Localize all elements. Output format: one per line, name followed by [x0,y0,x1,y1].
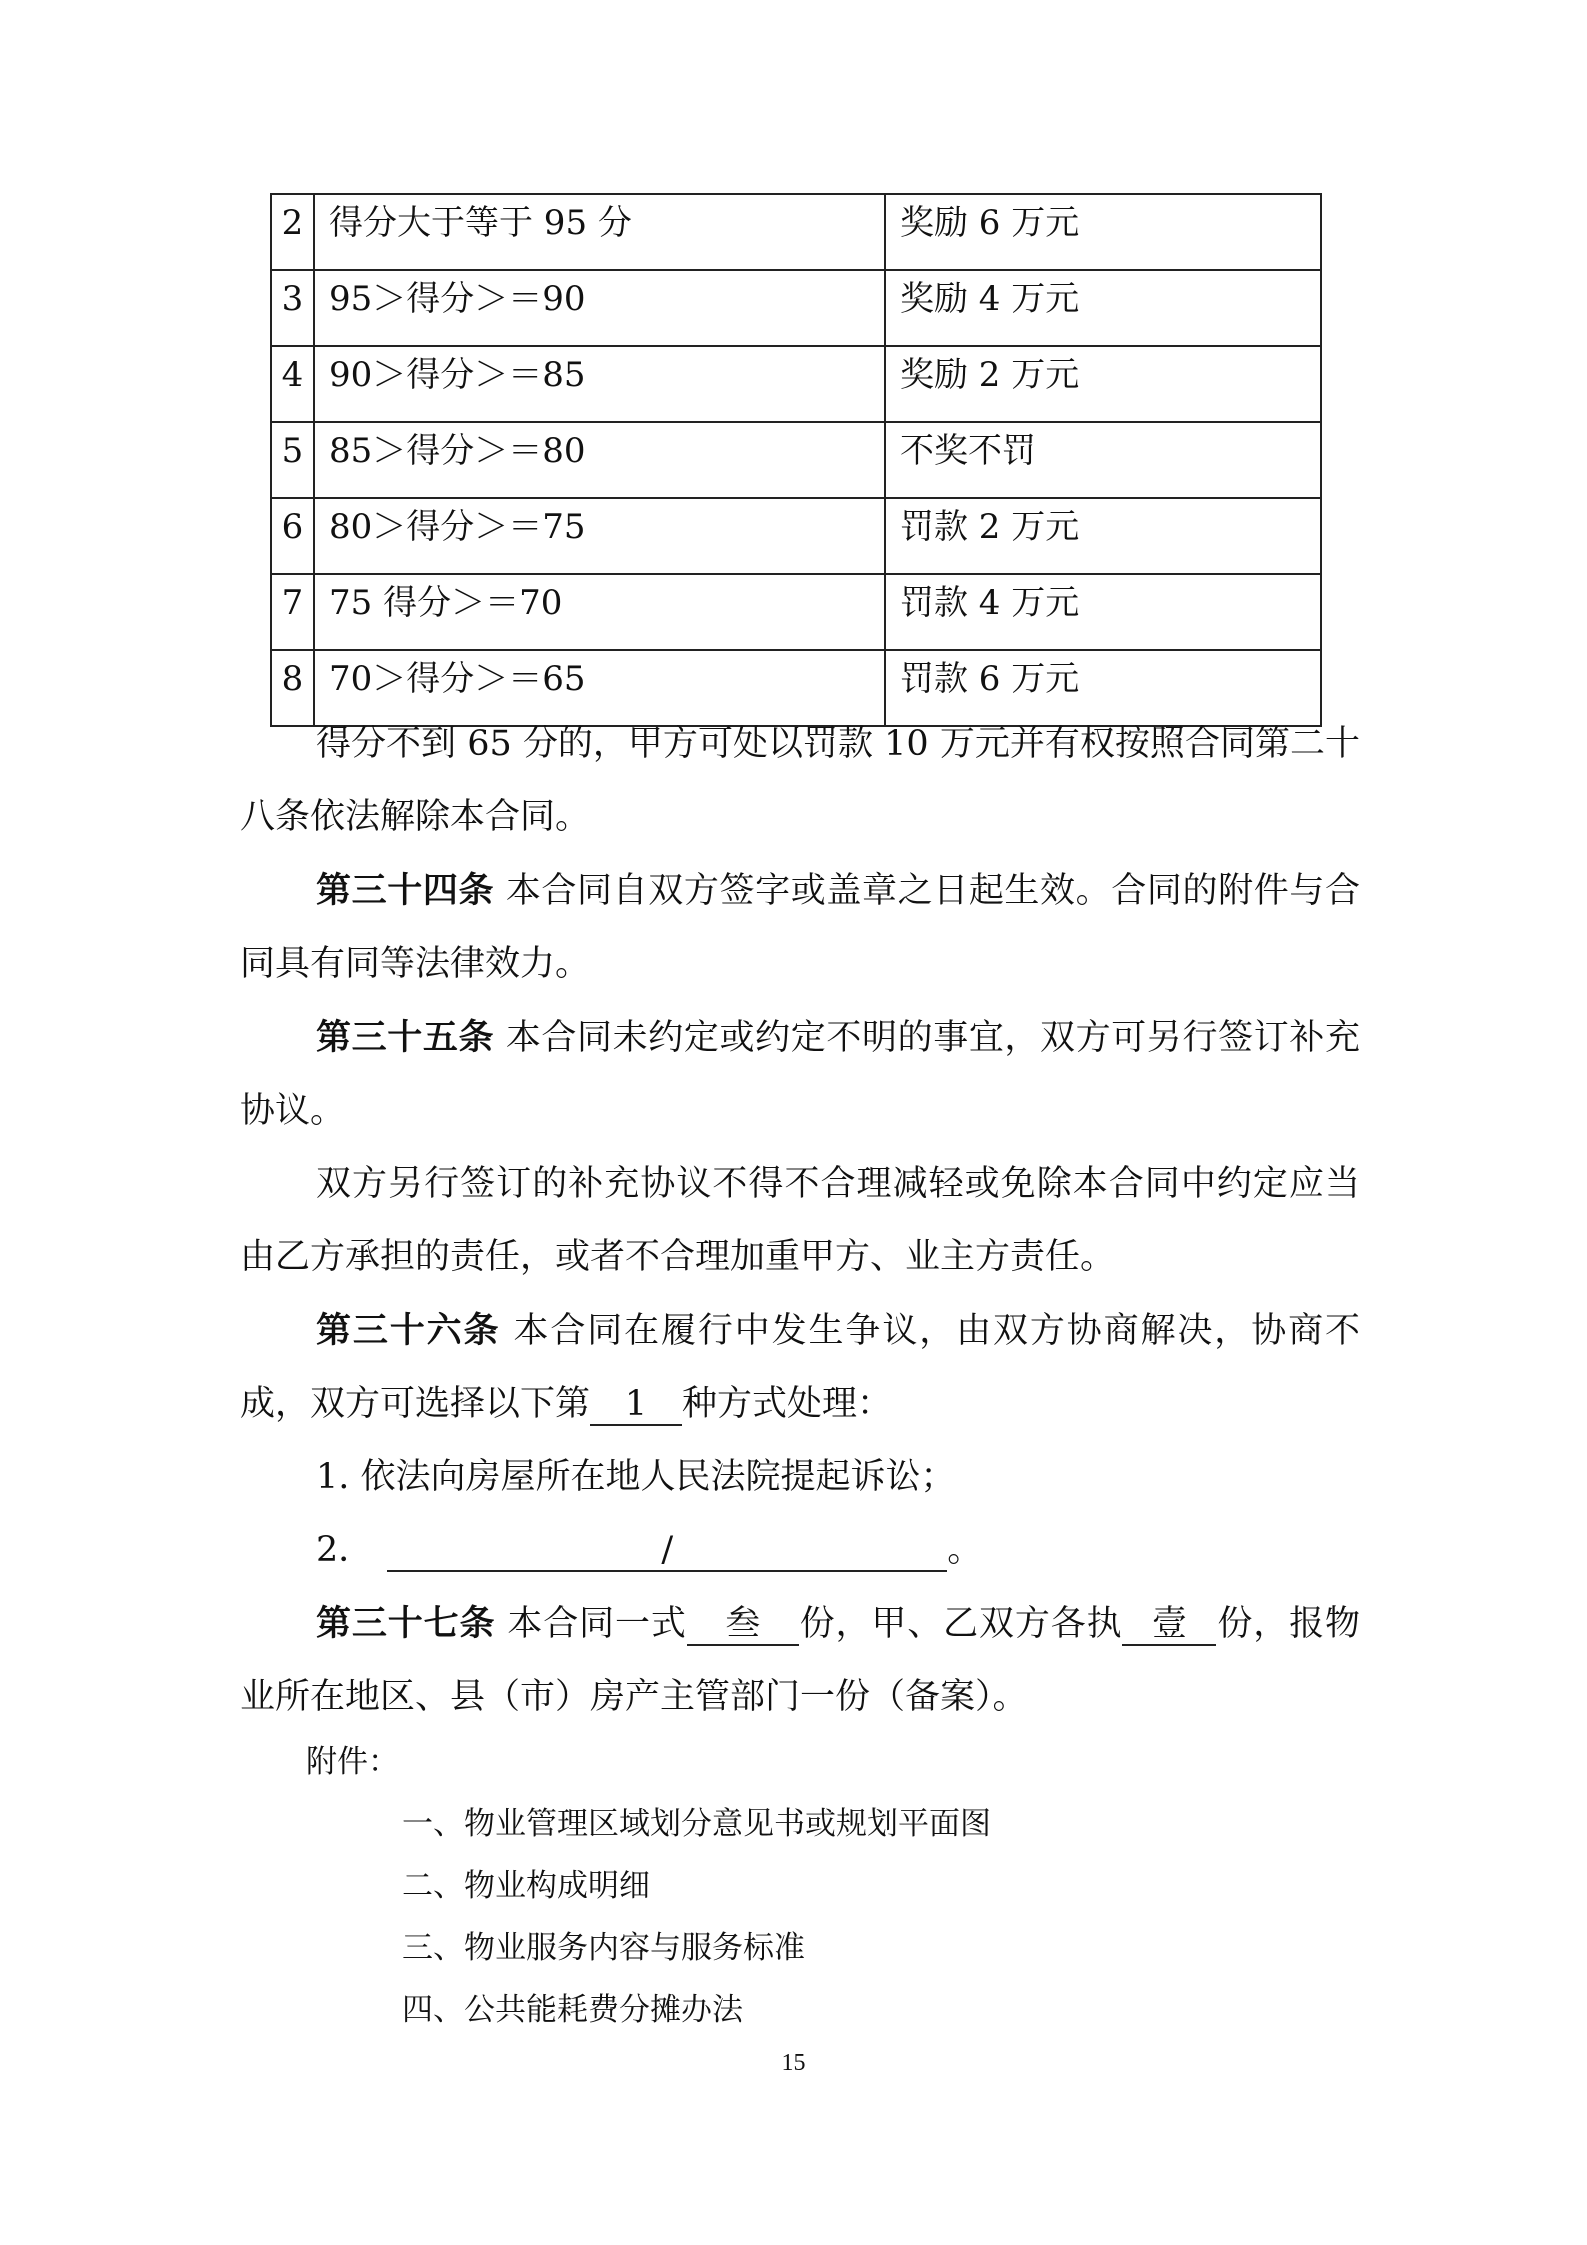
score-range: 得分大于等于 95 分 [314,194,885,270]
option-2-prefix: 2． [316,1530,374,1570]
article-35-title: 第三十五条 [316,1017,495,1058]
copies-blank: 叁 [687,1604,799,1646]
score-range: 80＞得分＞＝75 [314,498,885,574]
table-row [271,422,1321,498]
paragraph-supplement: 双方另行签订的补充协议不得不合理减轻或免除本合同中约定应当由乙方承担的责任，或者不合理加重甲方、业主方责任。 [240,1164,1360,1277]
attachments-label: 附件： [306,1744,399,1780]
table-row [271,270,1321,346]
paragraph-below-65: 得分不到 65 分的，甲方可处以罚款 10 万元并有权按照合同第二十八条依法解除本合同。 [240,724,1360,837]
option-2-suffix: 。 [947,1530,983,1570]
score-table [270,193,1322,727]
score-range: 90＞得分＞＝85 [314,346,885,422]
article-37 [240,1587,1360,1734]
article-37-title: 第三十七条 [316,1603,496,1644]
option-2-blank: / [387,1530,947,1572]
dispute-option-1: 1. 依法向房屋所在地人民法院提起诉讼； [316,1457,956,1497]
article-36-text-after: 种方式处理： [682,1384,893,1424]
row-number: 5 [271,422,314,498]
row-number: 3 [271,270,314,346]
row-number: 7 [271,574,314,650]
score-result: 罚款 2 万元 [885,498,1321,574]
article-37-text-2: 份，甲、乙双方各执 [798,1604,1123,1644]
score-range: 95＞得分＞＝90 [314,270,885,346]
article-34-text: 本合同自双方签字或盖章之日起生效。合同的附件与合同具有同等法律效力。 [240,871,1360,984]
article-35-text: 本合同未约定或约定不明的事宜，双方可另行签订补充协议。 [240,1018,1360,1131]
table-row [271,346,1321,422]
row-number: 6 [271,498,314,574]
score-result: 奖励 2 万元 [885,346,1321,422]
article-36-text: 本合同在履行中发生争议，由双方协商解决，协商不成，双方可选择以下第 [240,1311,1360,1424]
score-range: 85＞得分＞＝80 [314,422,885,498]
article-36-title: 第三十六条 [316,1310,501,1351]
attachment-item: 一、物业管理区域划分意见书或规划平面图 [402,1806,991,1842]
article-37-text-1: 本合同一式 [495,1604,687,1644]
row-number: 8 [271,650,314,726]
dispute-option-2 [240,1514,1360,1587]
article-34-title: 第三十四条 [316,870,495,911]
article-35 [240,1001,1360,1148]
table-row [271,194,1321,270]
score-range: 75 得分＞＝70 [314,574,885,650]
score-result: 不奖不罚 [885,422,1321,498]
contract-body [240,708,1360,1734]
article-34 [240,854,1360,1001]
article-36 [240,1294,1360,1441]
table-row [271,574,1321,650]
attachment-item: 二、物业构成明细 [402,1868,650,1904]
row-number: 4 [271,346,314,422]
page-number: 15 [781,2050,806,2076]
score-result: 奖励 6 万元 [885,194,1321,270]
each-party-blank: 壹 [1122,1604,1216,1646]
score-range: 70＞得分＞＝65 [314,650,885,726]
score-result: 奖励 4 万元 [885,270,1321,346]
dispute-choice-blank: 1 [590,1384,682,1426]
score-result: 罚款 6 万元 [885,650,1321,726]
row-number: 2 [271,194,314,270]
attachment-item: 三、物业服务内容与服务标准 [402,1930,805,1966]
table-row [271,498,1321,574]
score-result: 罚款 4 万元 [885,574,1321,650]
article-37-text-3: 份，报物业所在地区、县（市）房产主管部门一份（备案）。 [240,1604,1360,1717]
attachment-item: 四、公共能耗费分摊办法 [402,1992,743,2028]
